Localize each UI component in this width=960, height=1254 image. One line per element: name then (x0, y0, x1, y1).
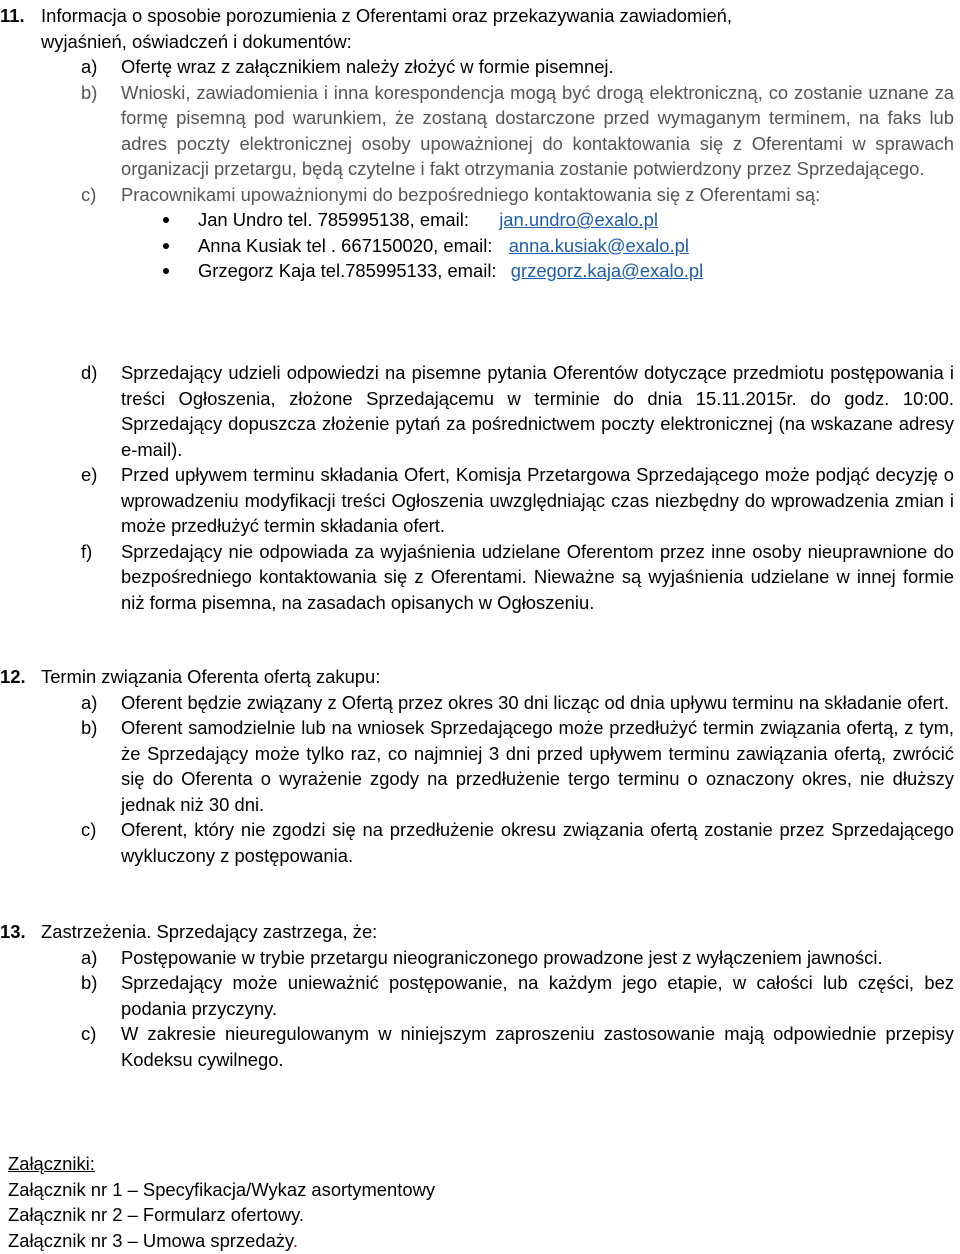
item-12c (0, 817, 960, 868)
attachments-title: Załączniki: (8, 1153, 95, 1174)
item-11b (0, 80, 960, 182)
item-11f (0, 539, 960, 616)
item-text: Oferent będzie związany z Ofertą przez okres 30 dni licząc od dnia upływu terminu na składanie ofert. (121, 691, 950, 713)
section-number: 11. (0, 5, 25, 26)
contact-details: Jan Undro tel. 785995138, email: (198, 209, 469, 230)
item-11e (0, 462, 960, 539)
section-number: 12. (0, 666, 26, 687)
section-11-heading (0, 3, 960, 54)
contact-details: Anna Kusiak tel . 667150020, email: (198, 234, 493, 256)
contact-item (0, 207, 960, 233)
item-text: Oferent, który nie zgodzi się na przedłużenie okresu związania ofertą zostanie przez Sprzedającego wykluczony z postępowania. (121, 819, 954, 866)
item-label: f) (81, 540, 93, 562)
contact-details: Grzegorz Kaja tel.785995133, email: (198, 260, 497, 281)
attachment-item: Załącznik nr 1 – Specyfikacja/Wykaz asortymentowy (8, 1178, 436, 1200)
item-label: c) (81, 183, 97, 205)
contact-email-link[interactable]: jan.undro@exalo.pl (499, 209, 658, 230)
item-11a (0, 54, 960, 80)
item-text: Pracownikami upoważnionymi do bezpośredniego kontaktowania się z Oferentami są: (121, 183, 821, 205)
item-text: W zakresie nieuregulowanym w niniejszym zaproszeniu zastosowanie mają odpowiednie przepisy Kodeksu cywilnego. (121, 1023, 954, 1070)
item-label: a) (81, 946, 98, 968)
item-label: b) (81, 81, 98, 103)
item-13a (0, 945, 960, 971)
attachment-item (8, 1228, 960, 1254)
section-13 (0, 919, 960, 1072)
section-11 (0, 3, 960, 284)
item-13b (0, 970, 960, 1021)
item-label: b) (81, 717, 98, 738)
section-11-title-line2: wyjaśnień, oświadczeń i dokumentów: (41, 30, 352, 52)
section-13-title: Zastrzeżenia. Sprzedający zastrzega, że: (41, 921, 378, 942)
contact-email-link[interactable]: grzegorz.kaja@exalo.pl (510, 260, 704, 281)
item-12a (0, 690, 960, 716)
item-text: Postępowanie w trybie przetargu nieograniczonego prowadzone jest z wyłączeniem jawności. (121, 946, 883, 968)
attachments (0, 1151, 960, 1253)
contact-item (0, 258, 960, 284)
item-label: c) (81, 819, 97, 840)
section-11-continued (0, 360, 960, 615)
item-text: Ofertę wraz z załącznikiem należy złożyć w formie pisemnej. (121, 56, 614, 77)
bullet-icon (163, 243, 169, 249)
item-label: a) (81, 56, 98, 77)
item-label: e) (81, 464, 98, 485)
contact-item (0, 233, 960, 259)
item-label: d) (81, 362, 98, 383)
bullet-icon (163, 217, 169, 223)
section-12-heading (0, 664, 960, 690)
item-text: Sprzedający może unieważnić postępowanie, na każdym jego etapie, w całości lub części, bez podania przyczyny. (121, 972, 954, 1019)
item-text: Wnioski, zawiadomienia i inna korespondencja mogą być drogą elektroniczną, co zostanie uznane za formę pisemną pod warunkiem, że zostaną dostarczone przed wymaganym terminem, na faks lub adres poczty elektronicznej osoby upoważnionej do kontaktowania się z Oferentami w sprawach organizacji przetargu, będą czytelne i fakt otrzymania zostanie potwierdzony przez Sprzedającego. (121, 81, 954, 179)
item-label: c) (81, 1023, 97, 1044)
item-text: Przed upływem terminu składania Ofert, Komisja Przetargowa Sprzedającego może podjąć decyzję o wprowadzeniu modyfikacji treści Ogłoszenia uwzględniając czas niezbędny do wprowadzenia zmian i może przedłużyć termin składania ofert. (121, 464, 954, 536)
attachment-item-text: Załącznik nr 3 – Umowa sprzedaży (8, 1229, 293, 1251)
contact-email-link[interactable]: anna.kusiak@exalo.pl (508, 234, 689, 256)
item-text: Sprzedający nie odpowiada za wyjaśnienia udzielane Oferentom przez inne osoby nieuprawnione do bezpośredniego kontaktowania się z Oferentami. Nieważne są wyjaśnienia udzielane w innej formie niż forma pisemna, na zasadach opisanych w Ogłoszeniu. (121, 540, 954, 613)
section-number: 13. (0, 921, 26, 942)
item-text: Sprzedający udzieli odpowiedzi na pisemne pytania Oferentów dotyczące przedmiotu postępowania i treści Ogłoszenia, złożone Sprzedającemu w terminie do dnia 15.11.2015r. do godz. 10:00. Sprzedający dopuszcza złożenie pytań za pośrednictwem poczty elektronicznej (na wskazane adresy e-mail). (121, 362, 954, 460)
item-13c (0, 1021, 960, 1072)
contact-list (0, 207, 960, 284)
section-12 (0, 664, 960, 868)
bullet-icon (163, 268, 169, 274)
item-label: a) (81, 691, 98, 713)
attachment-item: Załącznik nr 2 – Formularz ofertowy. (8, 1204, 305, 1225)
item-12b (0, 715, 960, 817)
attachment-item-period: . (292, 1229, 298, 1251)
section-12-title: Termin związania Oferenta ofertą zakupu: (41, 666, 381, 687)
item-label: b) (81, 972, 98, 993)
section-13-heading (0, 919, 960, 945)
section-11-title-line1: Informacja o sposobie porozumienia z Oferentami oraz przekazywania zawiadomień, (41, 5, 733, 26)
item-11d (0, 360, 960, 462)
item-text: Oferent samodzielnie lub na wniosek Sprzedającego może przedłużyć termin związania ofertą, z tym, że Sprzedający może tylko raz, co najmniej 3 dni przed upływem terminu zawiązania ofertą, zwrócić się do Oferenta o wyrażenie zgody na przedłużenie tergo terminu o oznaczony okres, nie dłuższy jednak niż 30 dni. (121, 717, 954, 815)
item-11c (0, 182, 960, 208)
